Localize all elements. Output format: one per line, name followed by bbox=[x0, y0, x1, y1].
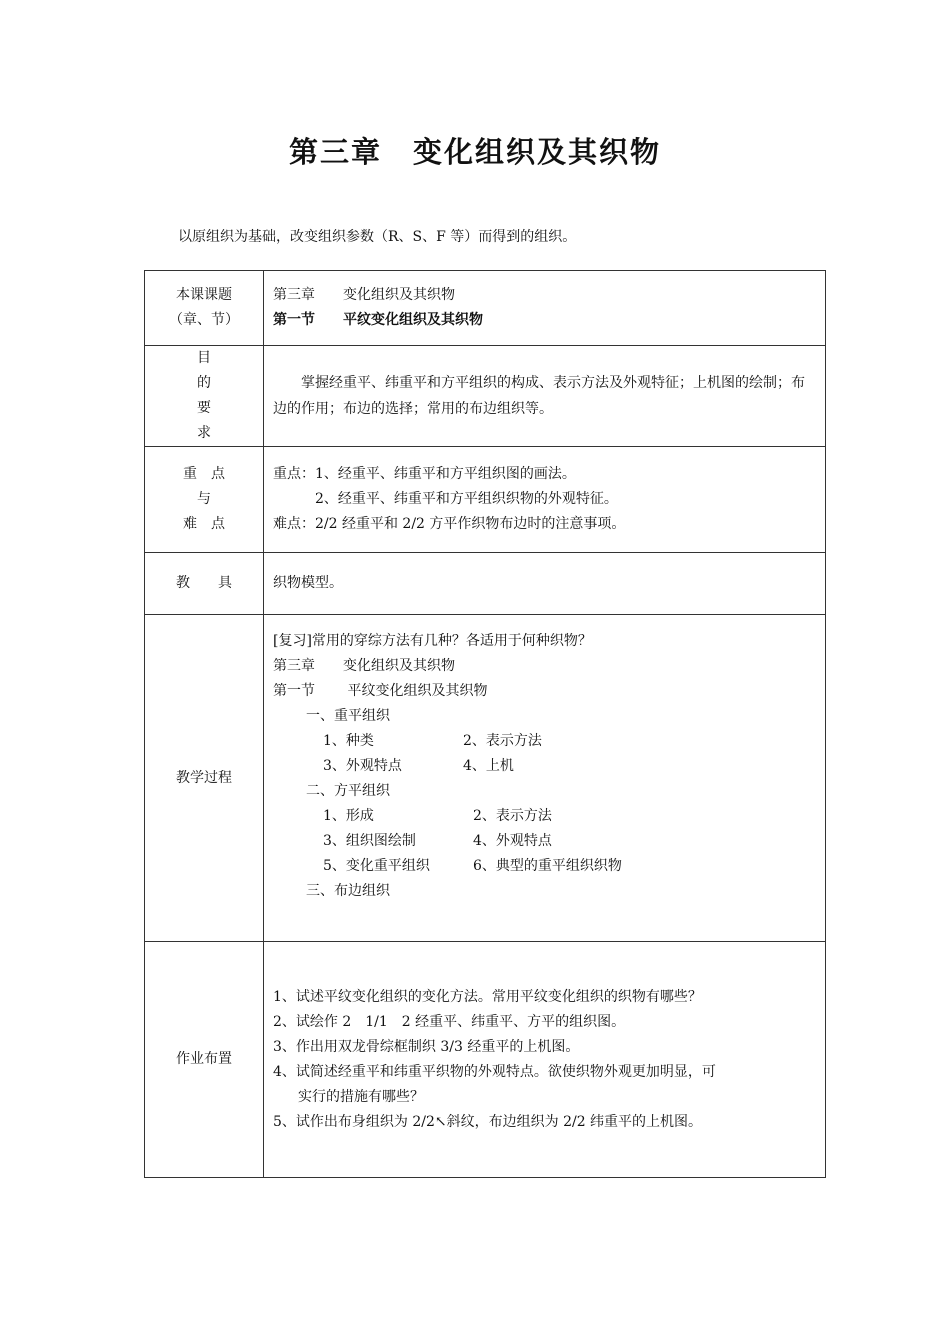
keypoints-label: 重 点 与 难 点 bbox=[145, 447, 264, 553]
part-1-heading: 一、重平组织 bbox=[306, 708, 390, 724]
part-1-items-row1: 1、种类 2、表示方法 bbox=[323, 733, 542, 749]
review-question: [复习]常用的穿综方法有几种？各适用于何种织物？ bbox=[273, 633, 592, 649]
topic-label: 本课课题 （章、节） bbox=[145, 271, 264, 346]
part-2-items-row3: 5、变化重平组织 6、典型的重平组织织物 bbox=[323, 858, 622, 874]
process-label: 教学过程 bbox=[145, 615, 264, 942]
difficulty: 难点：2/2 经重平和 2/2 方平作织物布边时的注意事项。 bbox=[273, 516, 626, 532]
goals-content bbox=[264, 346, 826, 447]
topic-content bbox=[264, 271, 826, 346]
homework-item-continued: 实行的措施有哪些？ bbox=[298, 1088, 424, 1105]
part-1-items-row2: 3、外观特点 4、上机 bbox=[323, 758, 514, 774]
process-row bbox=[145, 615, 826, 942]
tools-row bbox=[145, 553, 826, 615]
part-2-items-row2: 3、组织图绘制 4、外观特点 bbox=[323, 833, 552, 849]
part-3-heading: 三、布边组织 bbox=[306, 883, 390, 899]
topic-section: 第一节 平纹变化组织及其织物 bbox=[273, 312, 483, 328]
homework-item: 2、试绘作 2 1/1 2 经重平、纬重平、方平的组织图。 bbox=[273, 1013, 626, 1030]
homework-item: 5、试作出布身组织为 2/2↖斜纹，布边组织为 2/2 纬重平的上机图。 bbox=[273, 1113, 703, 1130]
tools-label: 教 具 bbox=[145, 553, 264, 615]
keypoints-content bbox=[264, 447, 826, 553]
page-title: 第三章 变化组织及其织物 bbox=[288, 135, 661, 169]
keypoint-2: 2、经重平、纬重平和方平组织织物的外观特征。 bbox=[315, 491, 618, 507]
part-2-heading: 二、方平组织 bbox=[306, 783, 390, 799]
homework-item: 4、试简述经重平和纬重平织物的外观特点。欲使织物外观更加明显，可 bbox=[273, 1063, 716, 1080]
intro-text: 以原组织为基础，改变组织参数（R、S、F 等）而得到的组织。 bbox=[178, 229, 577, 245]
goals-label: 目 的 要 求 bbox=[145, 346, 264, 447]
topic-row bbox=[145, 271, 826, 346]
homework-label: 作业布置 bbox=[145, 942, 264, 1178]
homework-row bbox=[145, 942, 826, 1178]
process-content bbox=[264, 615, 826, 942]
process-chapter: 第三章 变化组织及其织物 bbox=[273, 658, 455, 674]
keypoint-1: 重点：1、经重平、纬重平和方平组织图的画法。 bbox=[273, 466, 576, 482]
homework-content bbox=[264, 942, 826, 1178]
topic-chapter: 第三章 变化组织及其织物 bbox=[273, 287, 455, 303]
goals-text: 掌握经重平、纬重平和方平组织的构成、表示方法及外观特征；上机图的绘制；布边的作用；布边的选择；常用的布边组织等。 bbox=[273, 375, 805, 417]
part-2-items-row1: 1、形成 2、表示方法 bbox=[323, 808, 552, 824]
homework-item: 3、作出用双龙骨综框制织 3/3 经重平的上机图。 bbox=[273, 1038, 580, 1055]
keypoints-row bbox=[145, 447, 826, 553]
homework-item: 1、试述平纹变化组织的变化方法。常用平纹变化组织的织物有哪些？ bbox=[273, 988, 702, 1005]
process-section: 第一节 平纹变化组织及其织物 bbox=[273, 683, 488, 699]
goals-row bbox=[145, 346, 826, 447]
lesson-plan-table bbox=[144, 270, 826, 1178]
tools-content: 织物模型。 bbox=[264, 553, 826, 615]
